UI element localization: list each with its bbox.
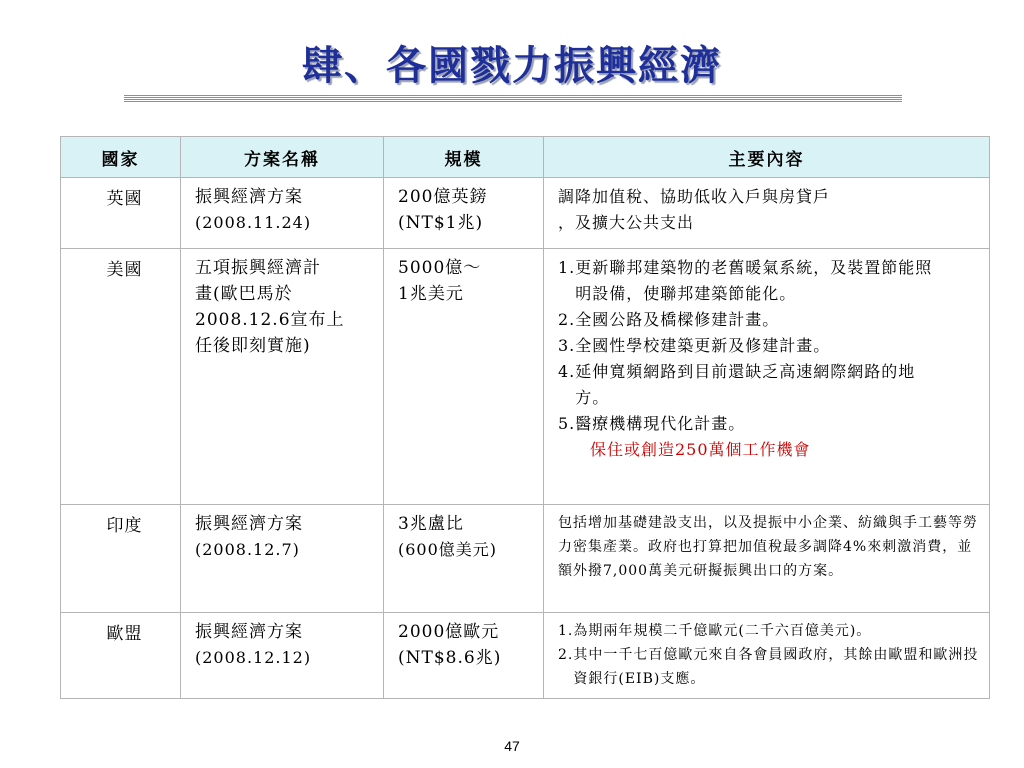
col-header-country: 國家 (61, 137, 181, 178)
item-text: 為期兩年規模二千億歐元(二千六百億美元)。 (573, 623, 872, 639)
plan-line: 五項振興經濟計 (195, 258, 321, 278)
plan-line: 畫(歐巴馬於 (195, 284, 293, 304)
page-title: 肆、各國戮力振興經濟 (302, 42, 722, 89)
scale-amount: 2000億歐元 (398, 622, 500, 642)
scale-cell (384, 613, 544, 699)
plan-date: (2008.12.12) (195, 648, 312, 667)
scale-note: (600億美元) (398, 540, 498, 559)
plan-line: 2008.12.6宣布上 (195, 310, 345, 330)
item-text: 醫療機構現代化計畫。 (575, 414, 746, 433)
list-item (558, 619, 983, 643)
scale-cell (384, 178, 544, 249)
header-row (61, 137, 990, 178)
scale-cell (384, 249, 544, 505)
content-cell: 包括增加基礎建設支出，以及提振中小企業、紡織與手工藝等勞力密集產業。政府也打算把加值稅最多調降4%來刺激消費，並額外撥7,000萬美元研擬振興出口的方案。 (544, 505, 990, 613)
scale-amount: 200億英鎊 (398, 187, 488, 207)
item-number: 5. (558, 414, 576, 433)
col-header-content: 主要內容 (544, 137, 990, 178)
plan-cell (181, 249, 384, 505)
page-number: 47 (504, 738, 520, 754)
list-item (558, 307, 949, 333)
country-cell: 美國 (61, 249, 181, 505)
scale-note: (NT$1兆) (398, 213, 484, 233)
item-text: 全國公路及橋樑修建計畫。 (575, 310, 780, 329)
plan-name: 振興經濟方案 (195, 514, 303, 534)
plan-name: 振興經濟方案 (195, 622, 303, 642)
table-row-eu (61, 613, 990, 699)
plan-line: 任後即刻實施) (195, 336, 311, 356)
item-number: 2. (558, 310, 576, 329)
table-row-uk (61, 178, 990, 249)
table-row-usa (61, 249, 990, 505)
table-row-india (61, 505, 990, 613)
list-item (558, 333, 949, 359)
country-cell: 印度 (61, 505, 181, 613)
plan-date: (2008.12.7) (195, 540, 300, 559)
plan-date: (2008.11.24) (195, 213, 312, 232)
content-cell (544, 178, 990, 249)
item-number: 1. (558, 623, 574, 639)
country-cell: 歐盟 (61, 613, 181, 699)
content-cell (544, 249, 990, 505)
list-item (558, 411, 949, 437)
country-cell: 英國 (61, 178, 181, 249)
item-number: 2. (558, 647, 574, 663)
item-number: 1. (558, 258, 576, 277)
item-number: 4. (558, 362, 576, 381)
plan-cell (181, 613, 384, 699)
col-header-plan: 方案名稱 (181, 137, 384, 178)
scale-cell (384, 505, 544, 613)
highlight-text: 保住或創造250萬個工作機會 (590, 440, 811, 459)
stimulus-table (60, 136, 990, 699)
content-line: 調降加值稅、協助低收入戶與房貸戶 (558, 187, 831, 206)
scale-amount: 3兆盧比 (398, 514, 464, 534)
col-header-scale: 規模 (384, 137, 544, 178)
content-line: ，及擴大公共支出 (558, 213, 695, 232)
item-text: 延伸寬頻網路到目前還缺乏高速網際網路的地方。 (575, 362, 916, 407)
title-underline (124, 95, 902, 103)
content-cell (544, 613, 990, 699)
scale-note: 1兆美元 (398, 284, 464, 304)
list-item (558, 255, 949, 307)
list-item (558, 359, 949, 411)
plan-cell (181, 178, 384, 249)
item-text: 更新聯邦建築物的老舊暖氣系統，及裝置節能照明設備，使聯邦建築節能化。 (575, 258, 933, 303)
plan-name: 振興經濟方案 (195, 187, 303, 207)
scale-amount: 5000億～ (398, 258, 482, 278)
item-text: 其中一千七百億歐元來自各會員國政府，其餘由歐盟和歐洲投資銀行(EIB)支應。 (573, 647, 979, 687)
item-text: 全國性學校建築更新及修建計畫。 (575, 336, 831, 355)
scale-note: (NT$8.6兆) (398, 648, 502, 668)
item-number: 3. (558, 336, 576, 355)
plan-cell (181, 505, 384, 613)
list-item (558, 643, 983, 691)
